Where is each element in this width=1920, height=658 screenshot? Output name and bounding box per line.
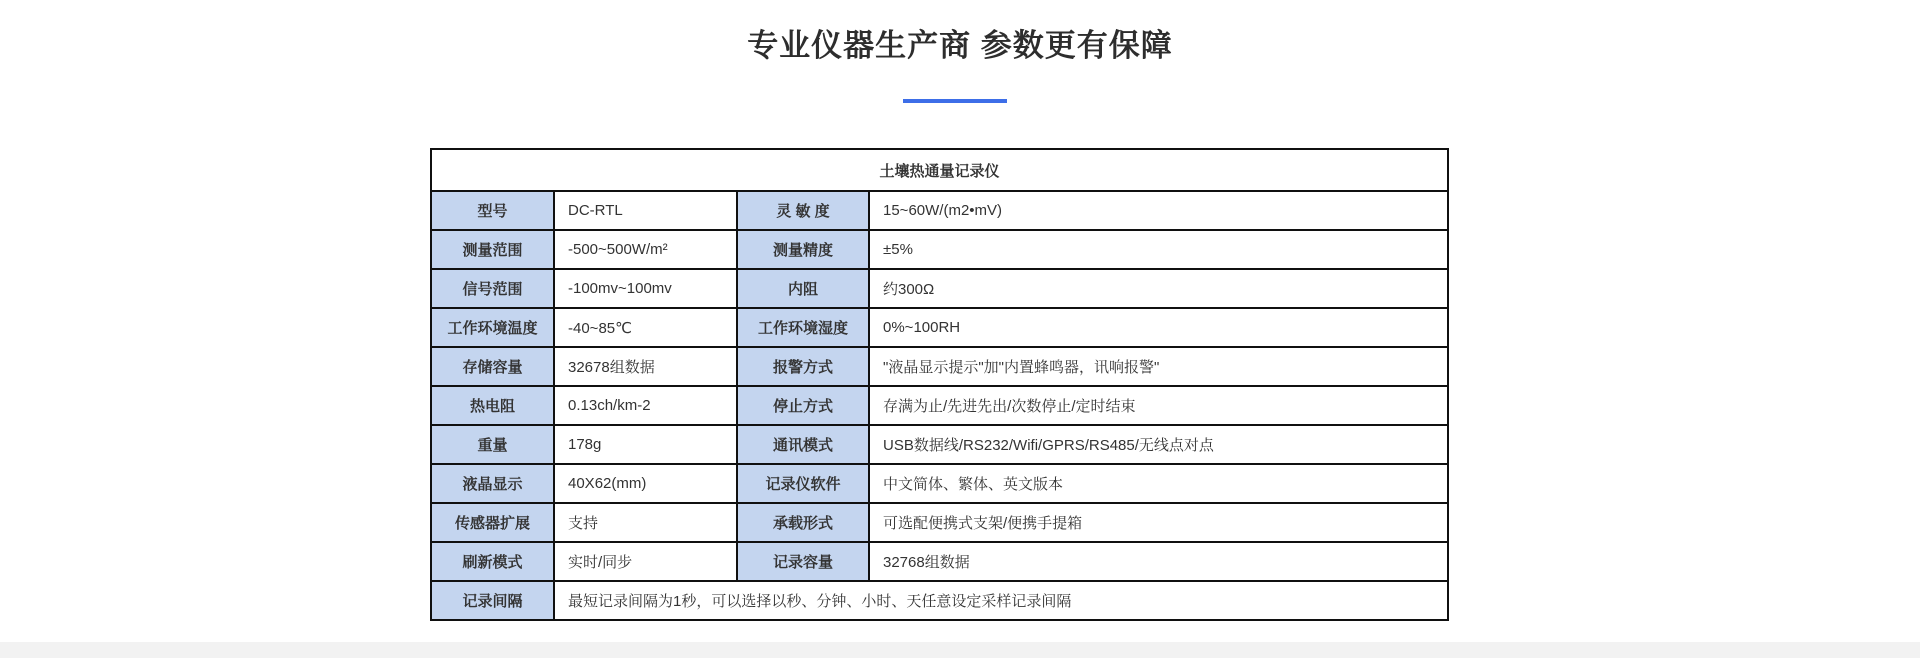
spec-value: 0.13ch/km-2 bbox=[554, 386, 737, 425]
table-row bbox=[431, 503, 1448, 542]
spec-label: 记录仪软件 bbox=[737, 464, 869, 503]
spec-label: 记录间隔 bbox=[431, 581, 554, 620]
spec-label: 型号 bbox=[431, 191, 554, 230]
table-row bbox=[431, 425, 1448, 464]
table-row bbox=[431, 308, 1448, 347]
spec-value: 40X62(mm) bbox=[554, 464, 737, 503]
spec-label: 测量范围 bbox=[431, 230, 554, 269]
spec-value: 32768组数据 bbox=[869, 542, 1448, 581]
spec-label: 工作环境湿度 bbox=[737, 308, 869, 347]
spec-value: 约300Ω bbox=[869, 269, 1448, 308]
table-row bbox=[431, 191, 1448, 230]
spec-value: "液晶显示提示"加"内置蜂鸣器，讯响报警" bbox=[869, 347, 1448, 386]
spec-label: 记录容量 bbox=[737, 542, 869, 581]
table-row bbox=[431, 269, 1448, 308]
spec-label: 内阻 bbox=[737, 269, 869, 308]
spec-label: 传感器扩展 bbox=[431, 503, 554, 542]
spec-value: 支持 bbox=[554, 503, 737, 542]
spec-label: 停止方式 bbox=[737, 386, 869, 425]
spec-value: 可选配便携式支架/便携手提箱 bbox=[869, 503, 1448, 542]
table-row bbox=[431, 464, 1448, 503]
spec-value: 最短记录间隔为1秒，可以选择以秒、分钟、小时、天任意设定采样记录间隔 bbox=[554, 581, 1448, 620]
spec-value: -500~500W/m² bbox=[554, 230, 737, 269]
spec-label: 通讯模式 bbox=[737, 425, 869, 464]
spec-label: 重量 bbox=[431, 425, 554, 464]
table-row bbox=[431, 542, 1448, 581]
page-title: 专业仪器生产商 参数更有保障 bbox=[747, 28, 1173, 63]
spec-label: 液晶显示 bbox=[431, 464, 554, 503]
spec-label: 报警方式 bbox=[737, 347, 869, 386]
spec-label: 存储容量 bbox=[431, 347, 554, 386]
spec-table bbox=[430, 148, 1449, 621]
spec-label: 灵 敏 度 bbox=[737, 191, 869, 230]
spec-value: -100mv~100mv bbox=[554, 269, 737, 308]
spec-label: 热电阻 bbox=[431, 386, 554, 425]
spec-value: 中文简体、繁体、英文版本 bbox=[869, 464, 1448, 503]
table-row bbox=[431, 581, 1448, 620]
title-underline-decoration bbox=[903, 99, 1007, 103]
footer-strip bbox=[0, 642, 1920, 658]
spec-label: 测量精度 bbox=[737, 230, 869, 269]
spec-value: 178g bbox=[554, 425, 737, 464]
table-row bbox=[431, 230, 1448, 269]
spec-label: 信号范围 bbox=[431, 269, 554, 308]
spec-value: ±5% bbox=[869, 230, 1448, 269]
spec-value: USB数据线/RS232/Wifi/GPRS/RS485/无线点对点 bbox=[869, 425, 1448, 464]
table-title: 土壤热通量记录仪 bbox=[431, 149, 1448, 191]
table-row bbox=[431, 347, 1448, 386]
spec-label: 刷新模式 bbox=[431, 542, 554, 581]
spec-label: 承载形式 bbox=[737, 503, 869, 542]
table-row bbox=[431, 386, 1448, 425]
spec-value: 32678组数据 bbox=[554, 347, 737, 386]
spec-value: 存满为止/先进先出/次数停止/定时结束 bbox=[869, 386, 1448, 425]
spec-value: DC-RTL bbox=[554, 191, 737, 230]
spec-value: 0%~100RH bbox=[869, 308, 1448, 347]
spec-value: -40~85℃ bbox=[554, 308, 737, 347]
spec-value: 15~60W/(m2•mV) bbox=[869, 191, 1448, 230]
table-title-row bbox=[431, 149, 1448, 191]
spec-table-container bbox=[430, 148, 1449, 621]
spec-label: 工作环境温度 bbox=[431, 308, 554, 347]
spec-value: 实时/同步 bbox=[554, 542, 737, 581]
